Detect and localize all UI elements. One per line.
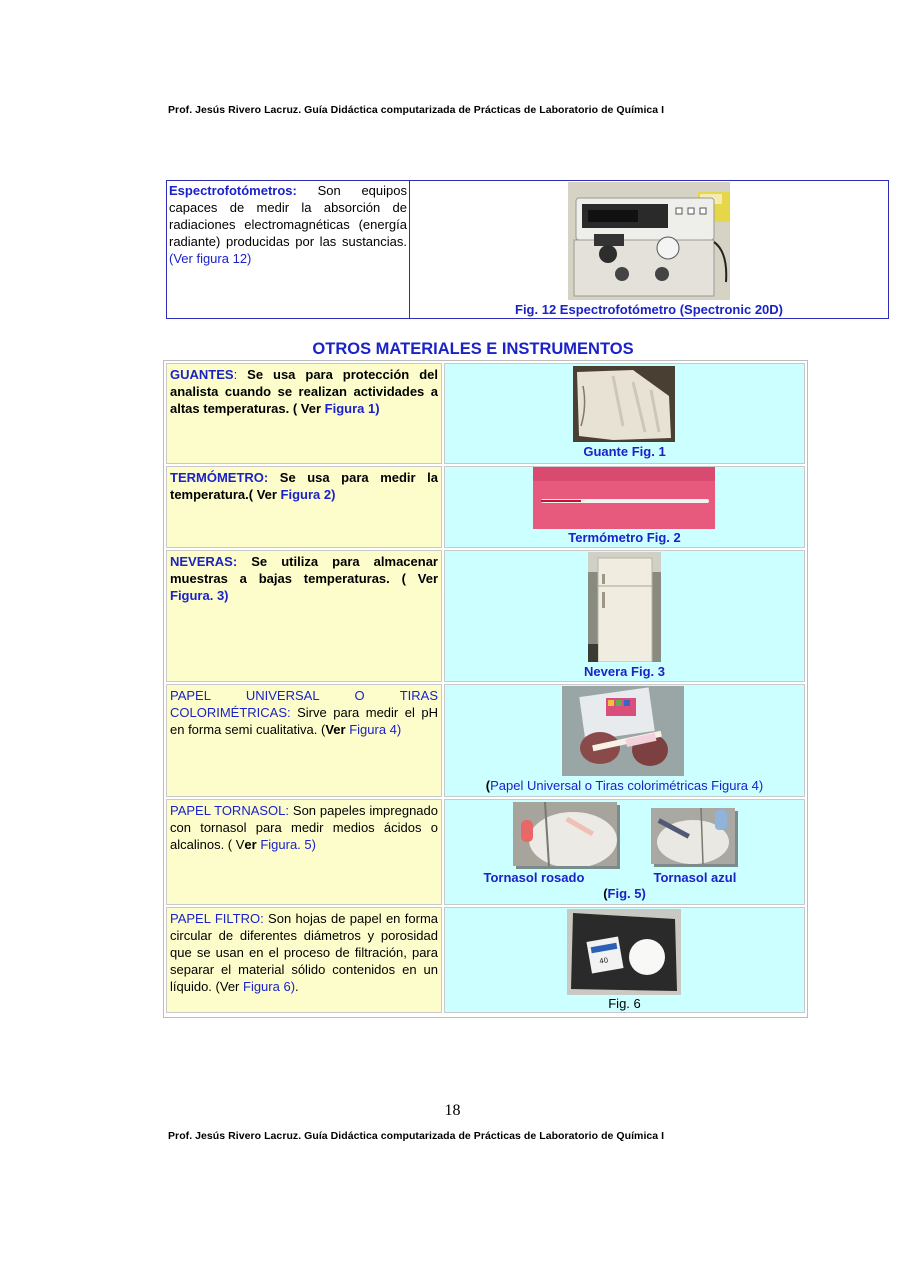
spectrophotometer-term: Espectrofotómetros: <box>169 183 297 198</box>
figure-6-caption: Fig. 6 <box>608 996 641 1011</box>
figure-1-caption: Guante Fig. 1 <box>583 444 666 459</box>
figure-6-link[interactable]: Figura 6) <box>243 979 296 994</box>
filter-paper-text: Son hojas de papel en forma circular de diferentes diámetros y porosidad que se usan en el proceso de filtración, para separar el material sólido contenidos en un líquido. (Ver <box>170 911 439 994</box>
filter-paper-end: . <box>295 979 299 994</box>
universal-paper-figure-cell <box>444 684 805 797</box>
page-header: Prof. Jesús Rivero Lacruz. Guía Didáctica computarizada de Prácticas de Laboratorio de Química I <box>168 104 665 116</box>
gloves-image <box>573 366 675 442</box>
figure-12-link[interactable]: (Ver figura 12) <box>169 251 252 266</box>
figure-4-caption-text: Papel Universal o Tiras colorimétricas Figura 4) <box>490 778 764 793</box>
universal-paper-text: Sirve para medir el pH en forma semi cualitativa. ( <box>170 705 438 737</box>
figure-5-link[interactable]: Figura. 5) <box>256 837 316 852</box>
figure-4-caption <box>445 778 804 793</box>
figure-4-caption-open: ( <box>485 778 491 793</box>
gloves-description <box>166 363 442 464</box>
thermometer-text: Se usa para medir la temperatura.( Ver <box>170 470 438 502</box>
table-row <box>166 466 805 548</box>
litmus-paper-description <box>166 799 442 905</box>
page-footer: Prof. Jesús Rivero Lacruz. Guía Didáctica computarizada de Prácticas de Laboratorio de Química I <box>168 1130 665 1142</box>
fridge-image <box>588 552 661 662</box>
fridge-text: Se utiliza para almacenar muestras a bajas temperaturas. ( Ver <box>170 554 438 586</box>
figure-5-caption-open: ( <box>603 886 608 901</box>
universal-paper-image <box>562 686 684 776</box>
universal-paper-term: PAPEL UNIVERSAL O TIRAS COLORIMÉTRICAS: <box>170 688 438 720</box>
table-row <box>166 684 805 797</box>
fridge-description <box>166 550 442 682</box>
figure-2-link[interactable]: Figura 2) <box>280 487 336 502</box>
gloves-term: GUANTES <box>170 367 234 382</box>
litmus-pink-image <box>513 802 617 866</box>
filter-box-label: 40 <box>598 956 609 966</box>
gloves-colon: : <box>233 367 238 382</box>
thermometer-term: TERMÓMETRO: <box>170 470 269 485</box>
gloves-text: Se usa para protección del analista cuando se realizan actividades a altas temperaturas. ( Ver <box>170 367 438 416</box>
figure-5-caption-text: Fig. 5) <box>607 886 646 901</box>
figure-2-caption: Termómetro Fig. 2 <box>568 530 681 545</box>
litmus-pink-caption: Tornasol rosado <box>483 870 585 885</box>
litmus-paper-ver: er <box>244 837 257 852</box>
litmus-blue-caption: Tornasol azul <box>653 870 737 885</box>
litmus-paper-figure-cell <box>444 799 805 905</box>
section-title: OTROS MATERIALES E INSTRUMENTOS <box>312 340 634 358</box>
table-row <box>166 799 805 905</box>
fridge-term: NEVERAS: <box>170 554 238 569</box>
litmus-caption-row <box>445 870 804 885</box>
litmus-paper-text: Son papeles impregnado con tornasol para medir medios ácidos o alcalinos. ( V <box>170 803 438 852</box>
universal-paper-description <box>166 684 442 797</box>
table-row <box>166 363 805 464</box>
table-row <box>166 550 805 682</box>
materials-table <box>163 360 808 1018</box>
filter-paper-figure-cell <box>444 907 805 1013</box>
figure-1-link[interactable]: Figura 1) <box>324 401 380 416</box>
figure-5-caption <box>445 886 804 901</box>
figure-3-link[interactable]: Figura. 3) <box>170 588 229 603</box>
thermometer-image <box>533 467 715 529</box>
filter-paper-image <box>567 909 681 995</box>
figure-12-caption: Fig. 12 Espectrofotómetro (Spectronic 20D) <box>515 302 783 317</box>
figure-4-link[interactable]: Figura 4) <box>345 722 402 737</box>
litmus-paper-term: PAPEL TORNASOL: <box>170 803 290 818</box>
universal-paper-ver: Ver <box>325 722 346 737</box>
page-number: 18 <box>444 1102 461 1119</box>
gloves-figure-cell <box>444 363 805 464</box>
thermometer-description <box>166 466 442 548</box>
filter-paper-term: PAPEL FILTRO: <box>170 911 264 926</box>
spectrophotometer-figure-cell <box>410 181 888 318</box>
spectrophotometer-table <box>166 180 889 319</box>
thermometer-figure-cell <box>444 466 805 548</box>
filter-paper-description <box>166 907 442 1013</box>
figure-3-caption: Nevera Fig. 3 <box>584 664 665 679</box>
spectrophotometer-description <box>167 181 410 318</box>
fridge-figure-cell <box>444 550 805 682</box>
spectrophotometer-image <box>568 182 730 300</box>
litmus-blue-image <box>651 808 735 864</box>
spectrophotometer-text: Son equipos capaces de medir la absorción de radiaciones electromagnéticas (energía radiante) producidas por las sustancias. <box>169 183 407 249</box>
table-row <box>166 907 805 1013</box>
